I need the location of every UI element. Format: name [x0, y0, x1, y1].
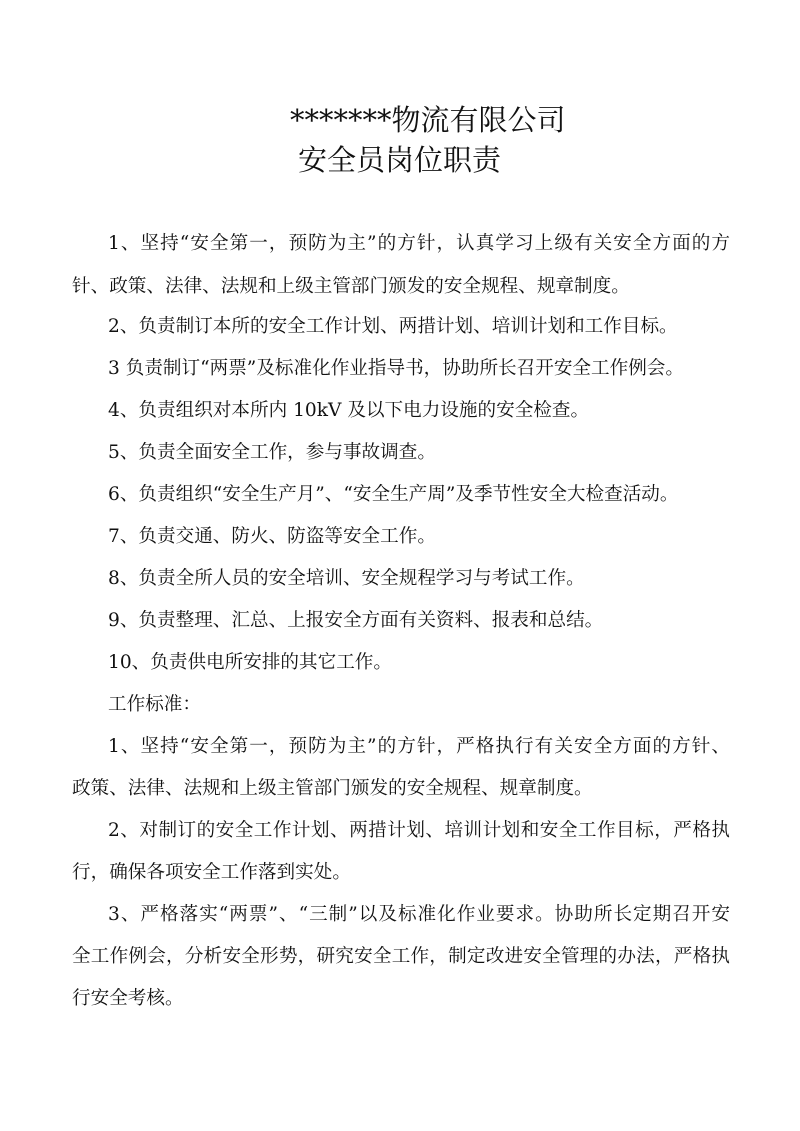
standard-3-line-1: 3、严格落实“两票”、“三制”以及标准化作业要求。协助所长定期召开安 [108, 904, 730, 925]
duty-1-line-2: 针、政策、法律、法规和上级主管部门颁发的安全规程、规章制度。 [72, 276, 630, 297]
duty-3-line-1: 3 负责制订“两票”及标准化作业指导书，协助所长召开安全工作例会。 [108, 358, 684, 379]
standard-3-line-2: 全工作例会，分析安全形势，研究安全工作，制定改进安全管理的办法，严格执 [72, 946, 730, 967]
standard-2-line-1: 2、对制订的安全工作计划、两措计划、培训计划和安全工作目标，严格执 [108, 820, 730, 841]
duty-8-line-1: 8、负责全所人员的安全培训、安全规程学习与考试工作。 [108, 568, 585, 589]
company-title: *******物流有限公司 [290, 103, 566, 137]
duty-10-line-1: 10、负责供电所安排的其它工作。 [108, 652, 392, 673]
standard-2-line-2: 行，确保各项安全工作落到实处。 [72, 862, 351, 883]
standard-3-line-3: 行安全考核。 [72, 988, 184, 1009]
duty-4-line-1: 4、负责组织对本所内 10kV 及以下电力设施的安全检查。 [108, 400, 590, 421]
duty-7-line-1: 7、负责交通、防火、防盗等安全工作。 [108, 526, 436, 547]
standard-1-line-1: 1、坚持“安全第一，预防为主”的方针，严格执行有关安全方面的方针、 [108, 736, 730, 757]
duty-6-line-1: 6、负责组织“安全生产月”、“安全生产周”及季节性安全大检查活动。 [108, 484, 679, 505]
standards-heading: 工作标准： [108, 694, 201, 715]
duty-5-line-1: 5、负责全面安全工作，参与事故调查。 [108, 442, 436, 463]
document-title: 安全员岗位职责 [298, 143, 502, 177]
standard-1-line-2: 政策、法律、法规和上级主管部门颁发的安全规程、规章制度。 [72, 778, 593, 799]
duty-2-line-1: 2、负责制订本所的安全工作计划、两措计划、培训计划和工作目标。 [108, 316, 678, 337]
duty-9-line-1: 9、负责整理、汇总、上报安全方面有关资料、报表和总结。 [108, 610, 604, 631]
duty-1-line-1: 1、坚持“安全第一，预防为主”的方针，认真学习上级有关安全方面的方 [108, 233, 730, 254]
